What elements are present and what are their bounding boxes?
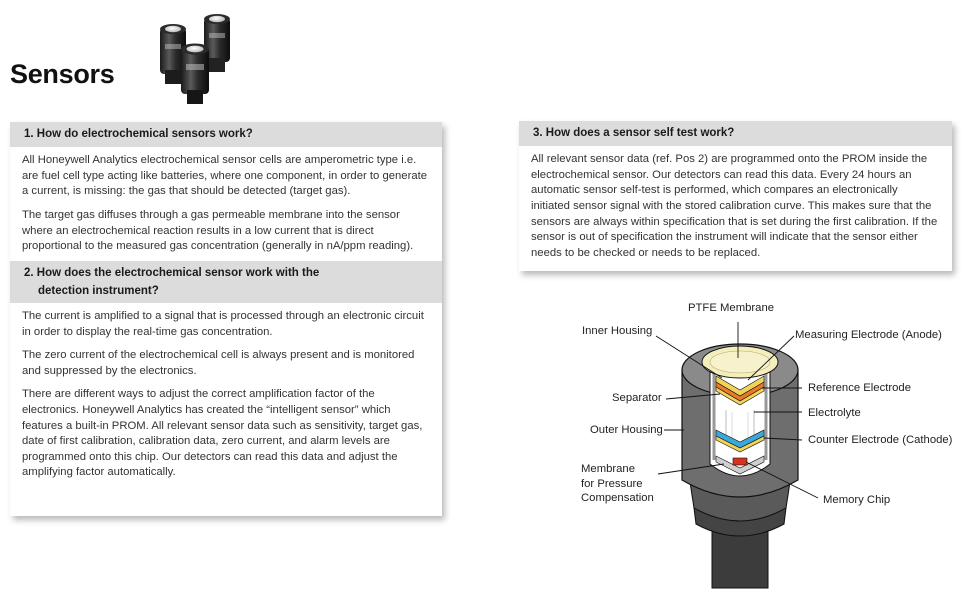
- section-1-paragraph: All Honeywell Analytics electrochemical sensor cells are amperometric type i.e. are fuel cell type acting like batteries, where one component, in order to generate a current, is missing: the gas that should be detected (target gas).: [22, 154, 428, 198]
- label-pressure-membrane-line2: for Pressure: [581, 477, 643, 490]
- section-1-paragraph: The target gas diffuses through a gas permeable membrane into the sensor where an electrochemical reaction results in a low current that is direct proportional to the measured gas concentration (generally in nA/ppm reading).: [22, 208, 414, 253]
- label-separator: Separator: [612, 392, 662, 404]
- label-inner-housing: Inner Housing: [582, 325, 653, 337]
- section-2-heading: [10, 261, 442, 303]
- info-panel-left: [10, 122, 442, 516]
- label-outer-housing: Outer Housing: [590, 424, 663, 436]
- section-2-heading-line1: 2. How does the electrochemical sensor work with the: [24, 266, 320, 279]
- section-2-paragraph: The current is amplified to a signal that is processed through an electronic circuit in order to display the real-time gas concentration.: [22, 310, 424, 338]
- section-3-paragraph: All relevant sensor data (ref. Pos 2) are programmed onto the PROM inside the electrochemical sensor. Our detectors can read this data. Every 24 hours an automatic sensor self-test is performed, which compares an electronically initiated sensor signal with the stored calibration curve. This makes sure that the sensors are always within specification that is set during the first calibration. If the sensor is out of specification the instrument will indicate that the sensor either needs to be checked or needs to be replaced.: [531, 153, 938, 259]
- section-2-paragraph: There are different ways to adjust the correct amplification factor of the electronics. Honeywell Analytics has created the “intelligent sensor” which features a built-in PROM. All relevant sensor data such as sensitivity, target gas, date of first calibration, calibration data, zero current, and alarm levels are programmed onto this chip. Our detectors can read this data and adjust the amplifying factor automatically.: [22, 388, 423, 479]
- page-title: Sensors: [10, 59, 115, 89]
- sensor-cells-photo: [156, 8, 256, 108]
- label-pressure-membrane-line3: Compensation: [581, 492, 654, 505]
- section-2-paragraph: The zero current of the electrochemical cell is always present and is monitored and suppressed by the electronics.: [22, 349, 415, 377]
- label-counter-electrode: Counter Electrode (Cathode): [808, 434, 953, 446]
- section-3-body: [519, 146, 952, 267]
- section-1-heading: 1. How do electrochemical sensors work?: [10, 122, 442, 147]
- info-panel-right: [519, 121, 952, 271]
- label-ptfe-membrane: PTFE Membrane: [688, 302, 775, 314]
- label-pressure-membrane: [581, 462, 654, 506]
- label-memory-chip: Memory Chip: [823, 494, 891, 506]
- label-pressure-membrane-line1: Membrane: [581, 463, 635, 475]
- label-reference-electrode: Reference Electrode: [808, 382, 911, 394]
- section-2-body: [10, 303, 442, 487]
- section-3-heading: 3. How does a sensor self test work?: [519, 121, 952, 146]
- sensor-diagram: [570, 292, 960, 592]
- label-electrolyte: Electrolyte: [808, 407, 861, 419]
- section-1-body: [10, 147, 442, 260]
- section-2-heading-line2: detection instrument?: [38, 284, 159, 297]
- label-measuring-electrode: Measuring Electrode (Anode): [795, 329, 942, 341]
